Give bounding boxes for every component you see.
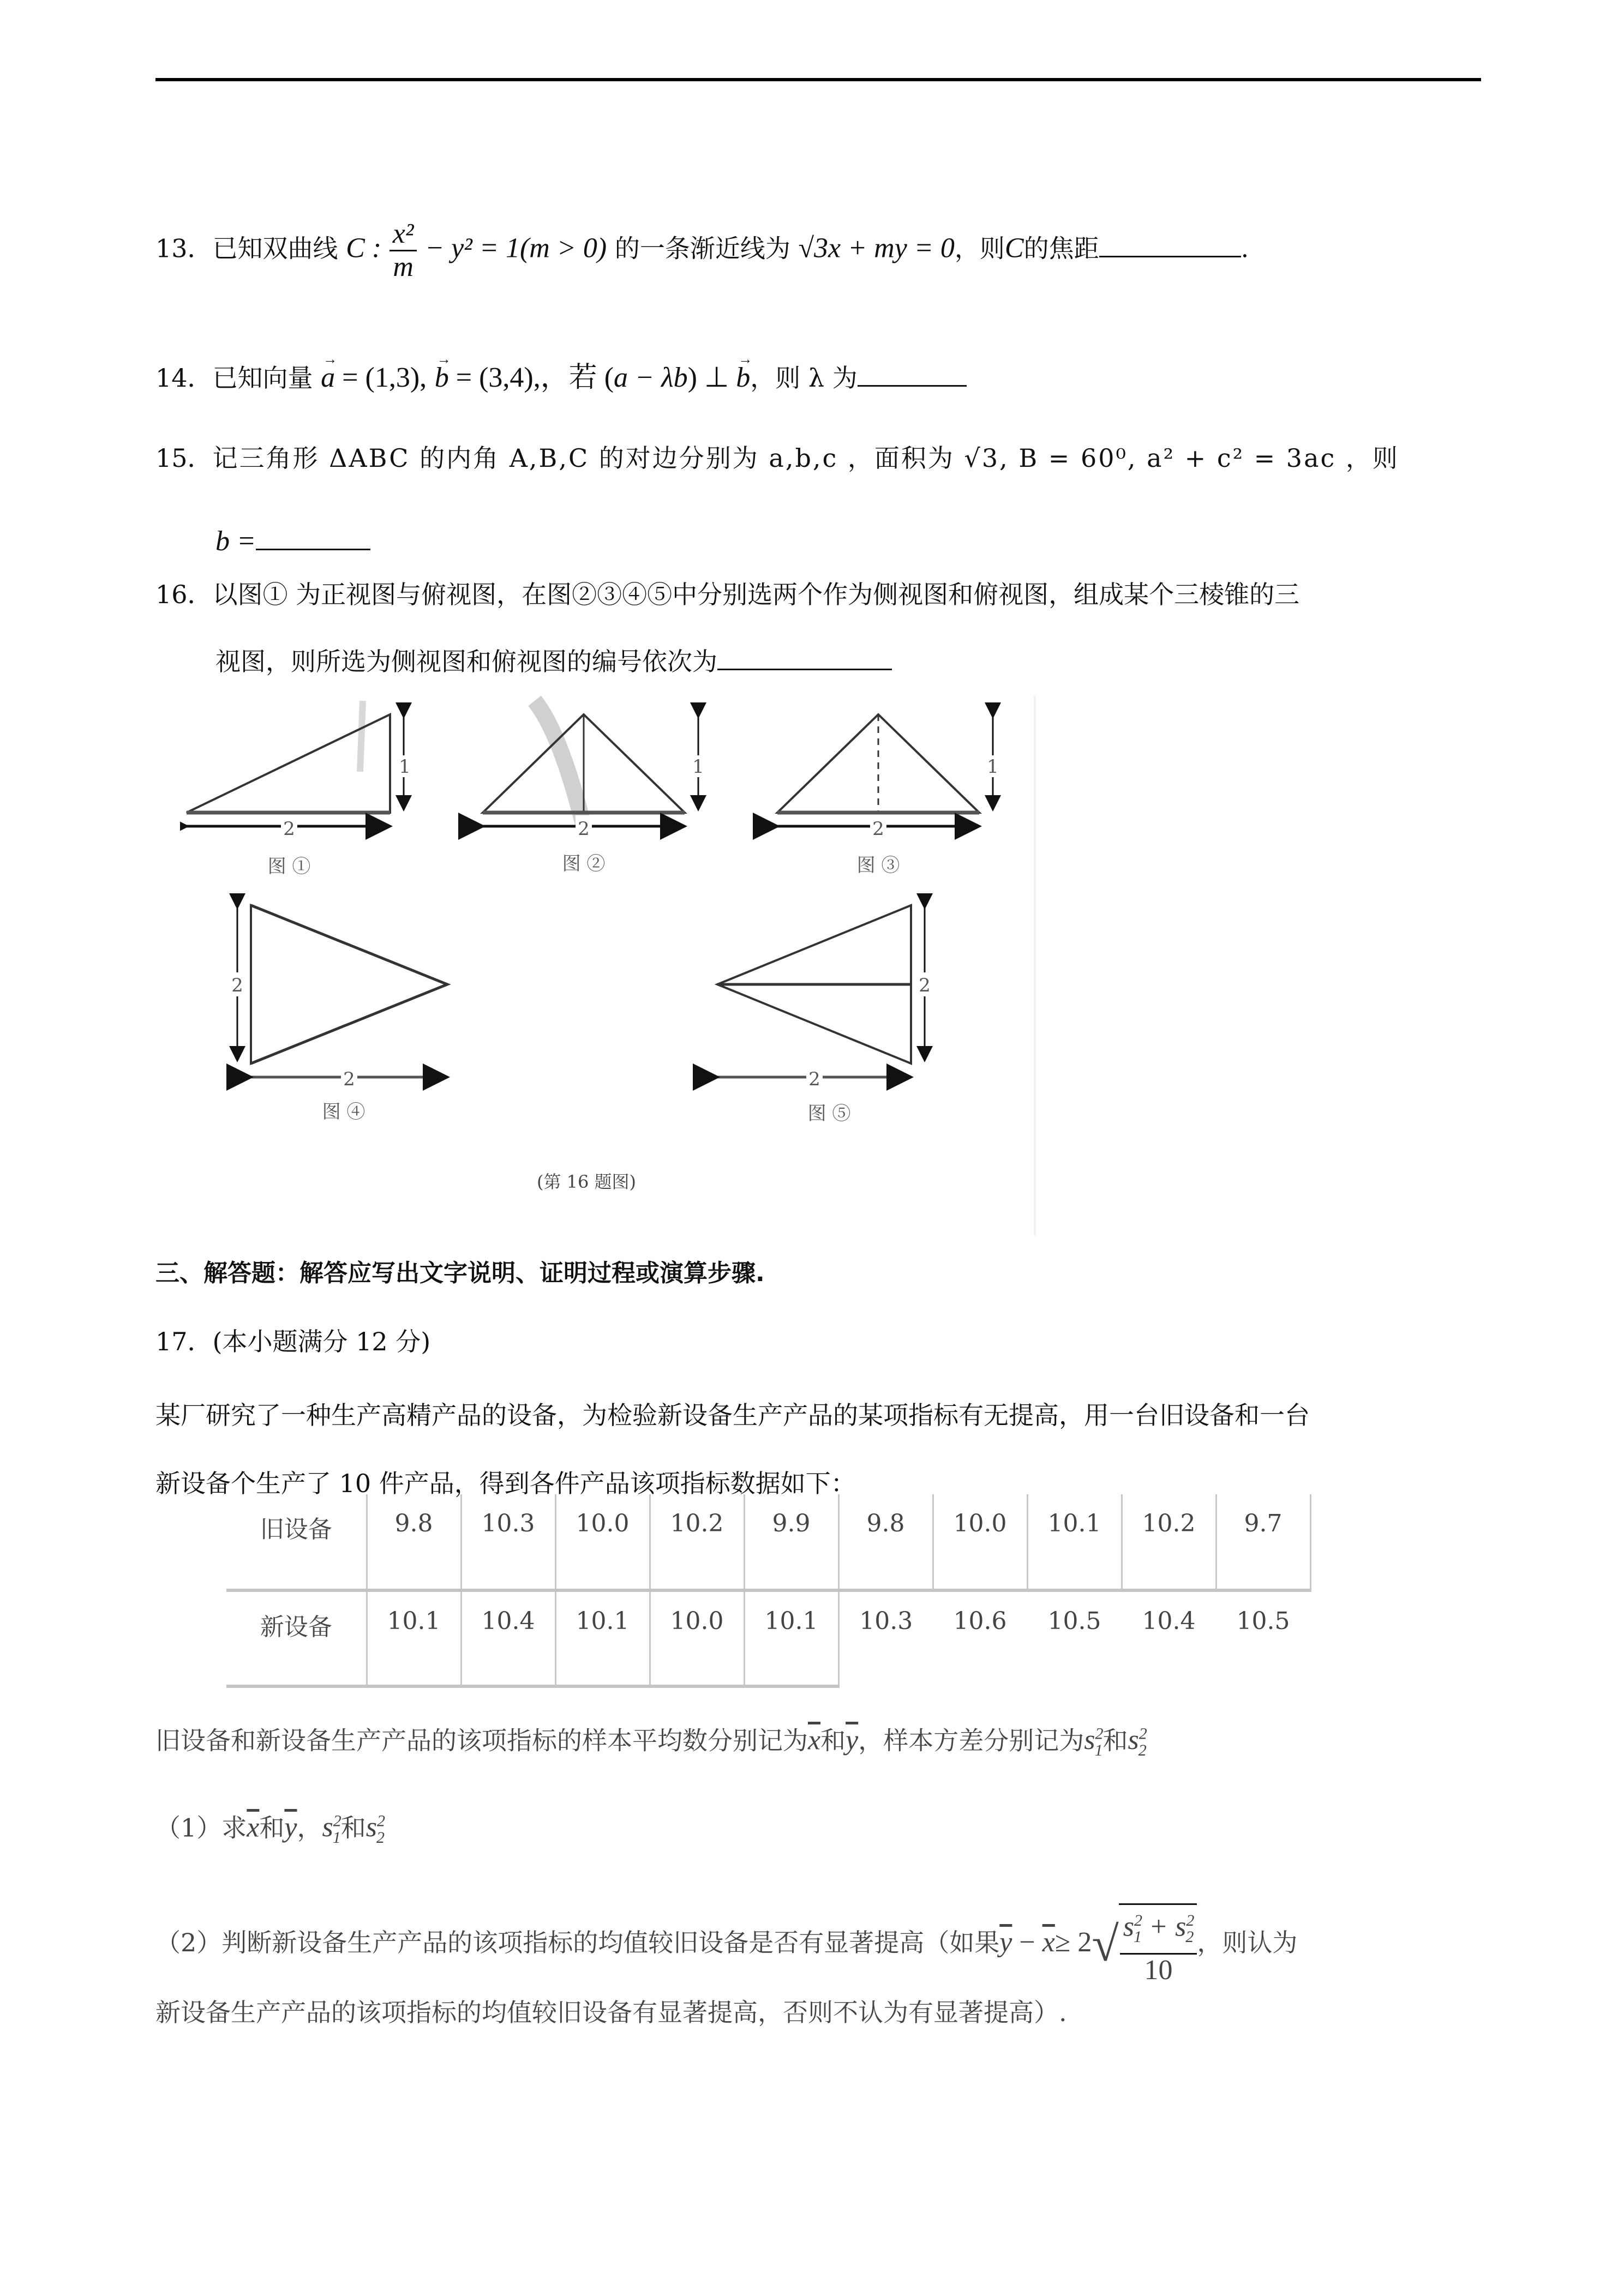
question-13 — [155, 218, 1249, 283]
figure-16 — [180, 695, 1042, 1241]
q17-text: ，则认为 — [1197, 1927, 1298, 1957]
figure-5 — [717, 905, 932, 1125]
x-bar: $\overline{x}$ — [247, 1812, 260, 1843]
data-table — [226, 1494, 1311, 1688]
curve-label: C — [1004, 232, 1024, 264]
q15-line2: b = — [215, 526, 256, 557]
dim-height: 1 — [399, 756, 411, 778]
q17-text: 和 — [820, 1726, 846, 1756]
table-cell: 10.0 — [933, 1494, 1027, 1590]
vector-a: → a — [321, 362, 335, 394]
figure-label: 图 ④ — [322, 1101, 365, 1123]
inequality: ≥ 2 — [1054, 1926, 1092, 1958]
q16-line1: 以图① 为正视图与俯视图，在图②③④⑤中分别选两个作为侧视图和俯视图，组成某个三棱锥的三 — [212, 580, 1300, 609]
asymptote-equation: √3x + my = 0 — [798, 232, 955, 264]
table-row — [226, 1590, 1310, 1686]
q13-text: 的焦距 — [1023, 233, 1099, 263]
q14-text: 已知向量 — [212, 363, 313, 393]
dim-width: 2 — [808, 1068, 820, 1090]
answer-blank[interactable] — [1099, 231, 1241, 257]
period: . — [1241, 233, 1249, 263]
figure-2 — [483, 714, 705, 875]
table-cell: 10.1 — [1027, 1494, 1122, 1590]
table-cell: 10.1 — [744, 1590, 838, 1686]
table-cell: 10.5 — [1236, 1607, 1290, 1635]
section-heading: 三、解答题：解答应写出文字说明、证明过程或演算步骤. — [155, 1259, 765, 1287]
table-cell: 10.3 — [859, 1607, 913, 1635]
dim-height: 2 — [919, 975, 931, 996]
table-cell: 10.1 — [555, 1590, 650, 1686]
table-row — [226, 1494, 1310, 1590]
vector-b-value: = (3,4),，若 ( — [448, 362, 614, 393]
table-cell: 10.3 — [461, 1494, 555, 1590]
watermark — [360, 701, 363, 772]
question-16-cont — [215, 644, 892, 678]
q17-text: 和 — [340, 1813, 366, 1843]
table-cell: 10.4 — [461, 1590, 555, 1686]
watermark — [535, 701, 584, 826]
y-bar: $\overline{y}$ — [999, 1926, 1012, 1958]
x-bar: $\overline{x}$ — [1042, 1926, 1055, 1958]
answer-blank[interactable] — [858, 360, 967, 387]
q14-text: ，则 λ 为 — [750, 363, 858, 393]
q17-part2: （2）判断新设备生产产品的该项指标的均值较旧设备是否有显著提高（如果$\overline{y} - \overline{x}\ge 2√$ $\frac{s^2_1 + s^2_2}{10}$ ，则认为 — [155, 1903, 1297, 1986]
table-cell: 10.1 — [367, 1590, 461, 1686]
question-number: 13． — [155, 233, 213, 263]
table-cell: 10.2 — [650, 1494, 744, 1590]
sqrt-fraction — [1119, 1903, 1197, 1986]
table-cell: 10.0 — [555, 1494, 650, 1590]
question-number: 14． — [155, 363, 213, 393]
dim-height: 1 — [987, 756, 999, 778]
table-cell: 9.8 — [838, 1494, 933, 1590]
question-number: 15． — [155, 443, 213, 473]
figure-3 — [777, 714, 999, 876]
figure-label: 图 ③ — [856, 855, 900, 876]
table-cell: 9.7 — [1216, 1494, 1310, 1590]
s1-squared: $s^2_1$ — [322, 1812, 341, 1847]
figure-16-svg — [180, 695, 1042, 1241]
fraction-denominator: 10 — [1144, 1954, 1173, 1986]
q13-text: ，则 — [954, 233, 1005, 263]
q17-part2-cont: 新设备生产产品的该项指标的均值较旧设备有显著提高，否则不认为有显著提高）. — [155, 1998, 1067, 2027]
vector-b: → b — [435, 362, 449, 394]
answer-blank[interactable] — [717, 644, 892, 670]
q17-text: 和 — [259, 1813, 285, 1843]
row-label: 新设备 — [226, 1590, 367, 1686]
perp-symbol: ) ⊥ — [687, 362, 736, 393]
y-bar: $\overline{y}$ — [284, 1812, 297, 1843]
curve-label: C : — [346, 232, 382, 264]
question-15-cont — [215, 524, 370, 558]
q15-line1: 记三角形 ΔABC 的内角 A,B,C 的对边分别为 a,b,c ，面积为 √3, B = 60⁰, a² + c² = 3ac ，则 — [212, 443, 1399, 473]
table-cell: 9.8 — [367, 1494, 461, 1590]
question-15 — [155, 442, 1399, 474]
hyperbola-equation: − y² = 1(m > 0) — [425, 232, 607, 264]
q17-text: 和 — [1102, 1726, 1128, 1756]
q17-para2: 新设备个生产了 10 件产品，得到各件产品该项指标数据如下： — [155, 1469, 856, 1498]
answer-blank[interactable] — [256, 524, 370, 550]
q17-text: （1）求 — [155, 1813, 247, 1843]
fraction-denominator: m — [393, 251, 414, 283]
s2-squared: $s^2_2$ — [365, 1812, 385, 1847]
table-cell: 10.0 — [650, 1590, 744, 1686]
q17-text: 旧设备和新设备生产产品的该项指标的样本平均数分别记为 — [155, 1726, 808, 1756]
table-cell: 9.9 — [744, 1494, 838, 1590]
q17-part1 — [155, 1805, 385, 1854]
s2-squared: $s^2_2$ — [1128, 1724, 1147, 1759]
dim-width: 2 — [283, 818, 295, 840]
figure-caption: (第 16 题图) — [536, 1171, 637, 1192]
dim-height: 2 — [231, 975, 243, 996]
dim-width: 2 — [578, 818, 590, 840]
figure-label: 图 ② — [562, 853, 606, 875]
q16-line2: 视图，则所选为侧视图和俯视图的编号依次为 — [215, 647, 717, 676]
x-bar: $\overline{x}$ — [808, 1724, 821, 1756]
q17-text: ， — [297, 1813, 322, 1843]
table-cell: 10.4 — [1142, 1607, 1196, 1635]
figure-label: 图 ① — [267, 856, 311, 877]
y-bar: $\overline{y}$ — [846, 1724, 859, 1756]
table-cell: 10.5 — [1047, 1607, 1101, 1635]
q17-para3 — [155, 1718, 1147, 1767]
question-17-header: 17．(本小题满分 12 分) — [155, 1327, 431, 1356]
fraction-numerator: $s^2_1 + s^2_2$ — [1120, 1905, 1197, 1955]
q17-para1: 某厂研究了一种生产高精产品的设备，为检验新设备生产产品的某项指标有无提高，用一台旧设备和一台 — [155, 1401, 1310, 1430]
dim-width: 2 — [872, 818, 884, 840]
question-16 — [155, 578, 1299, 611]
figure-1 — [187, 714, 411, 877]
question-14 — [155, 360, 967, 394]
table-cell: 10.2 — [1122, 1494, 1216, 1590]
fraction-numerator: x² — [389, 218, 417, 251]
q13-text: 已知双曲线 — [212, 233, 338, 263]
q17-text: ，样本方差分别记为 — [858, 1726, 1084, 1756]
table-cell: 10.6 — [953, 1607, 1007, 1635]
s1-squared: $s^2_1$ — [1084, 1724, 1104, 1759]
vector-b: → b — [736, 362, 750, 394]
figure-label: 图 ⑤ — [807, 1103, 851, 1125]
fraction — [389, 218, 417, 283]
vector-expression: a − λb — [614, 362, 688, 393]
dim-width: 2 — [343, 1068, 355, 1090]
dim-height: 1 — [692, 756, 704, 778]
q13-text: 的一条渐近线为 — [614, 233, 790, 263]
question-number: 16． — [155, 580, 213, 609]
figure-4 — [230, 905, 447, 1123]
row-label: 旧设备 — [226, 1494, 367, 1590]
vector-a-value: = (1,3), — [335, 362, 427, 393]
q17-text: （2）判断新设备生产产品的该项指标的均值较旧设备是否有显著提高（如果 — [155, 1927, 1000, 1957]
header-rule — [155, 78, 1481, 81]
